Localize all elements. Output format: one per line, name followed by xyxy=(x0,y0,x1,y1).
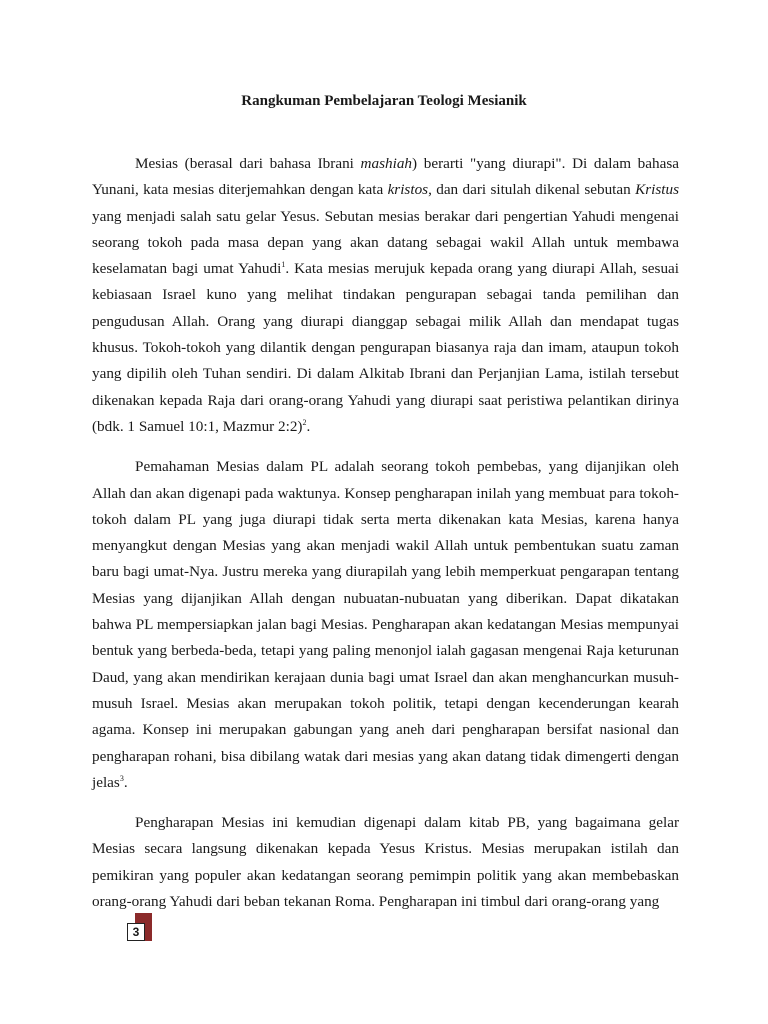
text-run: ) berarti "yang diurapi". Di dalam bahasa Yunani, kata mesias diterjemahkan dengan kata xyxy=(92,155,679,199)
italic-term: Kristus xyxy=(635,181,679,199)
text-run: , dan dari situlah dikenal sebutan xyxy=(428,181,636,199)
page-number: 3 xyxy=(127,923,145,941)
text-run: . Kata mesias merujuk kepada orang yang diurapi Allah, sesuai kebiasaan Israel kuno yang melihat tindakan pengurapan sebagai tanda pemilihan dan pengudusan Allah. Orang yang diurapi dianggap sebagai milik Allah dan mendapat tugas khusus. Tokoh-tokoh yang dilantik dengan pengurapan biasanya raja dan imam, ataupun tokoh yang dipilih oleh Tuhan sendiri. Di dalam Alkitab Ibrani dan Perjanjian Lama, istilah tersebut dikenakan kepada Raja dari orang-orang Yahudi yang diurapi saat peristiwa pelantikan dirinya (bdk. 1 Samuel 10:1, Mazmur 2:2) xyxy=(92,260,679,435)
paragraph-3 xyxy=(92,810,679,915)
document-title: Rangkuman Pembelajaran Teologi Mesianik xyxy=(241,93,527,109)
text-run: Pengharapan Mesias ini kemudian digenapi dalam kitab PB, yang bagaimana gelar Mesias secara langsung dikenakan kepada Yesus Kristus. Mesias merupakan istilah dan pemikiran yang populer akan kedatangan seorang pemimpin politik yang akan membebaskan orang-orang Yahudi dari beban tekanan Roma. Pengharapan ini timbul dari orang-orang yang xyxy=(92,814,679,911)
text-run: . xyxy=(306,417,311,435)
italic-term: kristos xyxy=(387,181,429,199)
footnote-ref: 3 xyxy=(119,773,124,783)
text-run: Mesias (berasal dari bahasa Ibrani xyxy=(135,155,361,172)
footnote-ref: 1 xyxy=(281,260,286,270)
text-run: . xyxy=(123,773,128,791)
footnote-ref: 2 xyxy=(302,417,307,427)
paragraph-1 xyxy=(92,151,679,440)
document-body xyxy=(92,151,679,929)
italic-term: mashiah xyxy=(360,155,413,172)
text-run: yang menjadi salah satu gelar Yesus. Sebutan mesias berakar dari pengertian Yahudi mengenai seorang tokoh pada masa depan yang akan datang sebagai wakil Allah untuk membawa keselamatan bagi umat Yahudi xyxy=(92,207,679,278)
page-number-marker xyxy=(127,913,155,941)
text-run: Pemahaman Mesias dalam PL adalah seorang tokoh pembebas, yang dijanjikan oleh Allah dan akan digenapi pada waktunya. Konsep pengharapan inilah yang membuat para tokoh-tokoh dalam PL yang juga diurapi tidak serta merta dikenakan kata Mesias, karena hanya menyangkut dengan Mesias yang akan menjadi wakil Allah untuk pembentukan suatu zaman baru bagi umat-Nya. Justru mereka yang diurapilah yang lebih memperkuat pengarapan tentang Mesias yang dijanjikan Allah dengan nubuatan-nubuatan yang diberikan. Dapat dikatakan bahwa PL mempersiapkan jalan bagi Mesias. Pengharapan akan kedatangan Mesias mempunyai bentuk yang berbeda-beda, tetapi yang paling menonjol ialah gagasan mengenai Raja keturunan Daud, yang akan mendirikan kerajaan dunia bagi umat Israel dan akan menghancurkan musuh-musuh Israel. Mesias akan merupakan tokoh politik, tetapi dengan kecenderungan kearah agama. Konsep ini merupakan gabungan yang aneh dari pengharapan bersifat nasional dan pengharapan rohani, bisa dibilang watak dari mesias yang akan datang tidak dimengerti dengan jelas xyxy=(92,458,679,791)
paragraph-2 xyxy=(92,454,679,796)
